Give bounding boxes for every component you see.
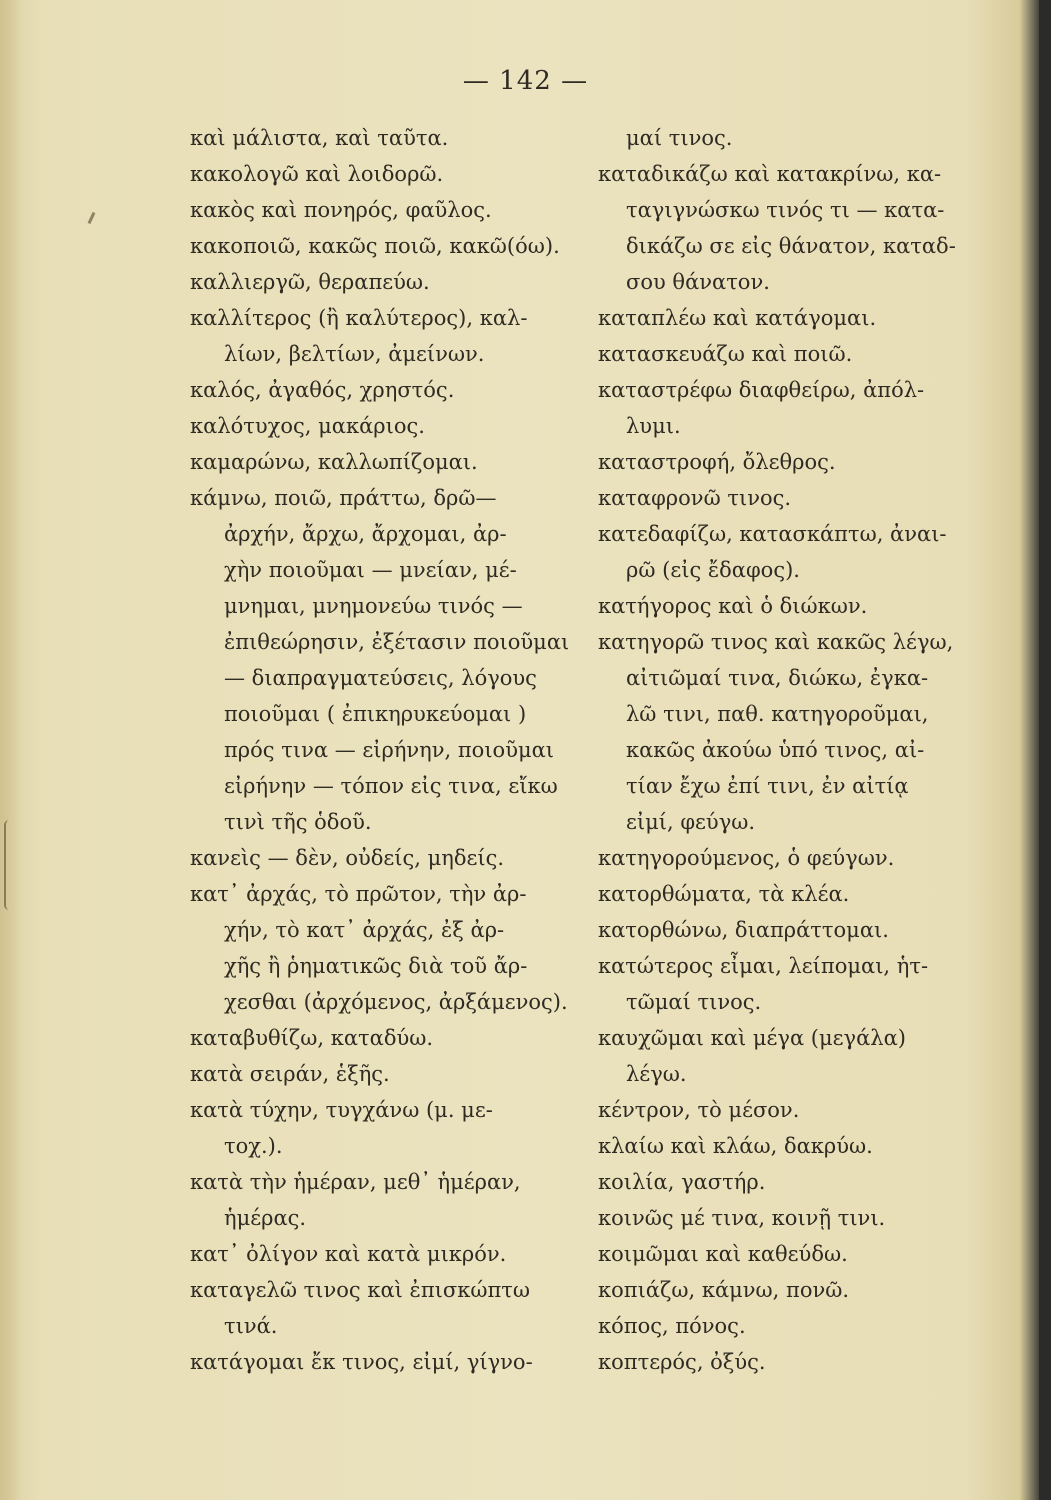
dictionary-line: κατὰ τὴν ἡμέραν, μεθ᾽ ἡμέραν, [190, 1170, 521, 1194]
margin-bracket-mark [4, 820, 14, 910]
dictionary-line: τινά. [224, 1314, 278, 1338]
dictionary-line: μαί τινος. [626, 126, 733, 150]
dictionary-line: λῶ τινι, παθ. κατηγοροῦμαι, [626, 702, 929, 726]
dictionary-line: κοιμῶμαι καὶ καθεύδω. [598, 1242, 848, 1266]
dictionary-line: κοινῶς μέ τινα, κοινῇ τινι. [598, 1206, 886, 1230]
dictionary-line: πρός τινα — εἰρήνην, ποιοῦμαι [224, 738, 555, 762]
dictionary-line: χεσθαι (ἀρχόμενος, ἀρξάμενος). [224, 990, 568, 1014]
dictionary-line: κατηγορούμενος, ὁ φεύγων. [598, 846, 895, 870]
dictionary-line: ἀρχήν, ἄρχω, ἄρχομαι, ἀρ- [224, 522, 507, 546]
dictionary-line: κατήγορος καὶ ὁ διώκων. [598, 594, 868, 618]
dictionary-line: χήν, τὸ κατ᾽ ἀρχάς, ἐξ ἀρ- [224, 918, 505, 942]
dictionary-line: τῶμαί τινος. [626, 990, 762, 1014]
dictionary-line: κόπος, πόνος. [598, 1314, 746, 1338]
dictionary-line: κακοποιῶ, κακῶς ποιῶ, κακῶ(όω). [190, 234, 560, 258]
dictionary-line: ἐπιθεώρησιν, ἐξέτασιν ποιοῦμαι [224, 630, 570, 654]
dictionary-line: λυμι. [626, 414, 681, 438]
dictionary-line: ἡμέρας. [224, 1206, 307, 1230]
right-column [598, 120, 998, 1380]
dictionary-line: δικάζω σε εἰς θάνατον, καταδ- [626, 234, 956, 258]
dictionary-line: κλαίω καὶ κλάω, δακρύω. [598, 1134, 873, 1158]
dictionary-line: αἰτιῶμαί τινα, διώκω, ἐγκα- [626, 666, 929, 690]
dictionary-line: χὴν ποιοῦμαι — μνείαν, μέ- [224, 558, 517, 582]
dictionary-line: καλλιεργῶ, θεραπεύω. [190, 270, 430, 294]
dictionary-line: καταπλέω καὶ κατάγομαι. [598, 306, 877, 330]
page-number: — 142 — [462, 66, 589, 96]
dictionary-line: κατορθώνω, διαπράττομαι. [598, 918, 889, 942]
dictionary-line: κακῶς ἀκούω ὑπό τινος, αἰ- [626, 738, 925, 762]
dictionary-line: κατηγορῶ τινος καὶ κακῶς λέγω, [598, 630, 954, 654]
dictionary-line: ρῶ (εἰς ἔδαφος). [626, 558, 800, 582]
dictionary-line: — διαπραγματεύσεις, λόγους [224, 666, 537, 690]
dictionary-line: κατάγομαι ἔκ τινος, εἰμί, γίγνο- [190, 1350, 533, 1374]
dictionary-line: καλός, ἀγαθός, χρηστός. [190, 378, 455, 402]
dictionary-line: κάμνω, ποιῶ, πράττω, δρῶ— [190, 486, 497, 510]
dictionary-line: κακὸς καὶ πονηρός, φαῦλος. [190, 198, 492, 222]
margin-tick-mark [88, 212, 96, 224]
dictionary-line: κατ᾽ ὀλίγον καὶ κατὰ μικρόν. [190, 1242, 507, 1266]
dictionary-line: κατεδαφίζω, κατασκάπτω, ἀναι- [598, 522, 947, 546]
dictionary-line: κατ᾽ ἀρχάς, τὸ πρῶτον, τὴν ἀρ- [190, 882, 527, 906]
dictionary-line: τοχ.). [224, 1134, 283, 1158]
page-shadow-left [0, 0, 22, 1500]
dictionary-line: κοπιάζω, κάμνω, πονῶ. [598, 1278, 850, 1302]
dictionary-line: κατὰ σειράν, ἑξῆς. [190, 1062, 390, 1086]
dictionary-line: καμαρώνω, καλλωπίζομαι. [190, 450, 478, 474]
dictionary-line: χῆς ἢ ῥηματικῶς διὰ τοῦ ἄρ- [224, 954, 528, 978]
dictionary-line: ποιοῦμαι ( ἐπικηρυκεύομαι ) [224, 702, 527, 726]
dictionary-line: καταστροφή, ὄλεθρος. [598, 450, 836, 474]
dictionary-line: κοπτερός, ὀξύς. [598, 1350, 766, 1374]
dictionary-line: κακολογῶ καὶ λοιδορῶ. [190, 162, 444, 186]
dictionary-line: κατώτερος εἶμαι, λείπομαι, ἡτ- [598, 954, 929, 978]
dictionary-line: σου θάνατον. [626, 270, 770, 294]
dictionary-line: καταφρονῶ τινος. [598, 486, 792, 510]
left-column [190, 120, 590, 1380]
dictionary-line: ταγιγνώσκω τινός τι — κατα- [626, 198, 945, 222]
dictionary-line: καυχῶμαι καὶ μέγα (μεγάλα) [598, 1026, 906, 1050]
dictionary-line: κατὰ τύχην, τυγχάνω (μ. με- [190, 1098, 493, 1122]
dictionary-line: καλλίτερος (ἢ καλύτερος), καλ- [190, 306, 528, 330]
dictionary-line: λέγω. [626, 1062, 687, 1086]
dictionary-line: εἰμί, φεύγω. [626, 810, 756, 834]
dictionary-line: καὶ μάλιστα, καὶ ταῦτα. [190, 126, 449, 150]
dictionary-line: κανεὶς — δὲν, οὐδείς, μηδείς. [190, 846, 505, 870]
dictionary-line: καταστρέφω διαφθείρω, ἀπόλ- [598, 378, 925, 402]
dictionary-line: κοιλία, γαστήρ. [598, 1170, 766, 1194]
dictionary-line: καταδικάζω καὶ κατακρίνω, κα- [598, 162, 942, 186]
dictionary-line: καλότυχος, μακάριος. [190, 414, 425, 438]
dictionary-line: κατασκευάζω καὶ ποιῶ. [598, 342, 853, 366]
page-edge-shadow [1039, 0, 1051, 1500]
dictionary-line: τίαν ἔχω ἐπί τινι, ἐν αἰτίᾳ [626, 774, 909, 798]
dictionary-line: λίων, βελτίων, ἀμείνων. [224, 342, 485, 366]
dictionary-line: κατορθώματα, τὰ κλέα. [598, 882, 850, 906]
dictionary-line: τινὶ τῆς ὁδοῦ. [224, 810, 372, 834]
dictionary-line: καταγελῶ τινος καὶ ἐπισκώπτω [190, 1278, 530, 1302]
dictionary-line: εἰρήνην — τόπον εἰς τινα, εἴκω [224, 774, 558, 798]
dictionary-line: κέντρον, τὸ μέσον. [598, 1098, 800, 1122]
dictionary-line: μνημαι, μνημονεύω τινός — [224, 594, 523, 618]
dictionary-line: καταβυθίζω, καταδύω. [190, 1026, 434, 1050]
